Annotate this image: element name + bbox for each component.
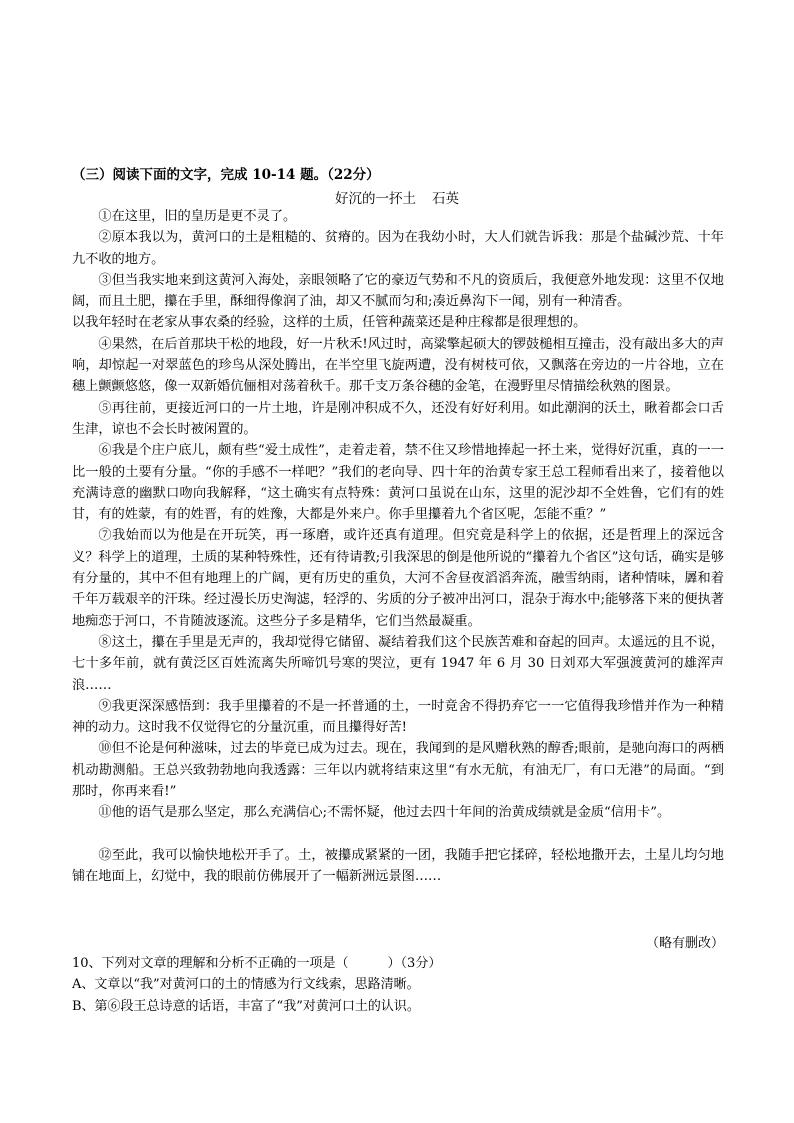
section-heading: （三）阅读下面的文字，完成 10-14 题。（22分） [72,167,380,183]
paragraph-12: ⑫至此，我可以愉快地松开手了。土，被攥成紧紧的一团，我随手把它揉碎，轻松地撒开去，土星儿均匀地铺在地面上，幻觉中，我的眼前仿佛展开了一幅新洲远景图…… [72,847,724,884]
article-body [72,206,724,887]
paragraph-10: ⑩但不论是何种滋味，过去的毕竟已成为过去。现在，我闻到的是风赠秋熟的醇香;眼前，是驰向海口的两栖机动勘测船。王总兴致勃勃地向我透露：三年以内就将结束这里“有水无航，有油无厂，有口无港”的局面。“到那时，你再来看!” [72,741,724,800]
question-10-option-a: A、文章以“我”对黄河口的土的情感为行文线索，思路清晰。 [72,977,420,993]
paragraph-1: ①在这里，旧的皇历是更不灵了。 [98,209,297,224]
paragraph-9: ⑨我更深深感悟到：我手里攥着的不是一抔普通的土，一时竟舍不得扔弃它一一它值得我珍惜并作为一种精神的动力。这时我不仅觉得它的分量沉重，而且攥得好苦! [72,698,724,736]
question-10-stem: 10、下列对文章的理解和分析不正确的一项是（ ）（3分） [72,956,442,971]
paragraph-3-continued: 以我年轻时在老家从事农桑的经验，这样的土质，任管种蔬菜还是种庄稼都是很理想的。 [72,315,587,331]
edit-note: （略有删改） [645,936,724,951]
paragraph-5: ⑤再往前，更接近河口的一片土地，许是刚冲积成不久，还没有好好利用。如此潮润的沃土，瞅着都会口舌生津，谅也不会长时被闲置的。 [72,400,724,437]
paragraph-7: ⑦我始而以为他是在开玩笑，再一琢磨，或许还真有道理。但究竟是科学上的依据，还是哲理上的深远含义？科学上的道理，土质的某种特殊性，还有待请教;引我深思的倒是他所说的“攥着九个省区”这句话，确实是够有分量的，其中不但有地理上的广阔，更有历史的重负，大河不舍昼夜滔滔奔流，融雪纳雨，诸种情味，羼和着千年万载艰辛的汗珠。经过漫长历史淘滤，轻浮的、劣质的分子被冲出河口，混杂于海水中;能够落下来的便执著地痴恋于河口，不肯随波逐流。这些分子多是精华，它们当然最凝重。 [72,528,724,629]
article-author: 石英 [432,191,459,207]
paragraph-6: ⑥我是个庄户底儿，颇有些“爱土成性”，走着走着，禁不住又珍惜地捧起一抔土来，觉得好沉重，真的一一比一般的土要有分量。“你的手感不一样吧？”我们的老向导、四十年的治黄专家王总工程师看出来了，接着他以充满诗意的幽默口吻向我解释，“这土确实有点特殊：黄河口虽说在山东，这里的泥沙却不全姓鲁，它们有的姓甘，有的姓蒙，有的姓晋，有的姓豫，大都是外来户。你手里攥着九个省区呢，怎能不重？” [72,443,724,523]
paragraph-4: ④果然，在后首那块干松的地段，好一片秋禾!风过时，高粱擎起硕大的锣鼓槌相互撞击，没有敲出多大的声响，却惊起一对翠蓝色的珍鸟从深处腾出，在半空里飞旋两遭，没有树枝可依，又飘落在旁边的一片谷地，立在穗上颤颤悠悠，像一双新婚伉俪相对荡着秋千。那千支万条谷穗的金笔，在漫野里尽情描绘秋熟的图景。 [72,336,724,395]
paragraph-8: ⑧这土，攥在手里是无声的，我却觉得它储留、凝结着我们这个民族苦难和奋起的回声。太遥远的且不说，七十多年前，就有黄泛区百姓流离失所啼饥号寒的哭泣，更有 1947 年 6 月 30 日刘邓大军强渡黄河的雄浑声浪…… [72,634,724,693]
paragraph-11: ⑪他的语气是那么坚定，那么充满信心;不需怀疑，他过去四十年间的治黄成绩就是金质“信用卡”。 [98,805,671,821]
paragraph-2: ②原本我以为，黄河口的土是粗糙的、贫瘠的。因为在我幼小时，大人们就告诉我：那是个盐碱沙荒、十年九不收的地方。 [72,230,724,267]
paragraph-3: ③但当我实地来到这黄河入海处，亲眼领略了它的豪迈气势和不凡的资质后，我便意外地发现：这里不仅地阔，而且土肥，攥在手里，酥细得像润了油，却又不腻而匀和;凑近鼻沟下一闻，别有一种清香。 [72,272,724,310]
article-title: 好沉的一抔土 [335,191,416,207]
question-10-option-b: B、第⑥段王总诗意的话语，丰富了“我”对黄河口土的认识。 [72,998,420,1014]
question-block [72,953,724,1017]
article-title-line [0,187,794,207]
